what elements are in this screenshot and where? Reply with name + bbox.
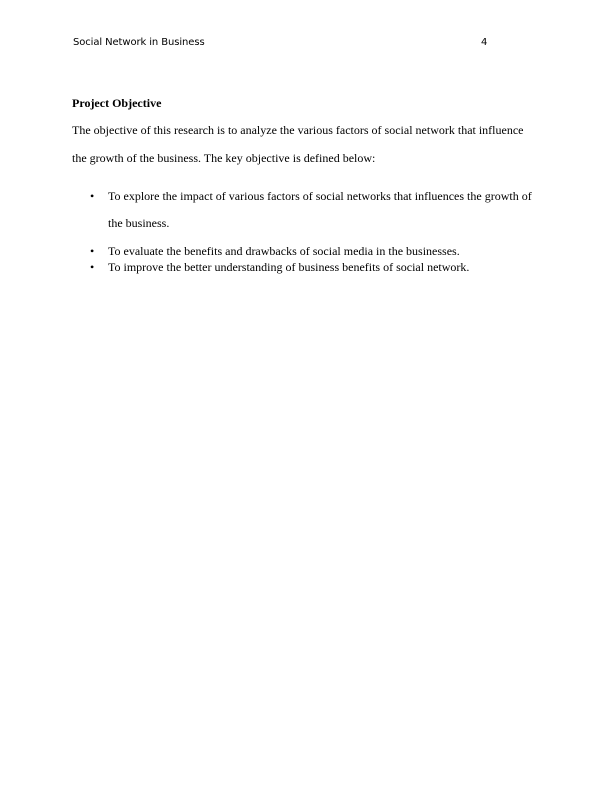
bullet-item-1-continuation-text: the business. [108, 216, 170, 230]
page-number: 4 [481, 37, 488, 48]
bullet-item-3-text: To improve the better understanding of business benefits of social network. [108, 260, 470, 274]
bullet-marker: • [90, 244, 95, 258]
bullet-item-1-continuation [108, 216, 568, 230]
section-heading: Project Objective [72, 96, 162, 110]
running-head: Social Network in Business [73, 37, 205, 48]
bullet-item-1-text: To explore the impact of various factors of social networks that influences the growth of [108, 189, 532, 203]
bullet-item-2-text: To evaluate the benefits and drawbacks of social media in the businesses. [108, 244, 460, 258]
bullet-marker: • [90, 260, 95, 274]
bullet-marker: • [90, 189, 95, 203]
paragraph-line-2: the growth of the business. The key objective is defined below: [72, 151, 376, 165]
paragraph-line-1: The objective of this research is to analyze the various factors of social network that influence [72, 123, 524, 137]
